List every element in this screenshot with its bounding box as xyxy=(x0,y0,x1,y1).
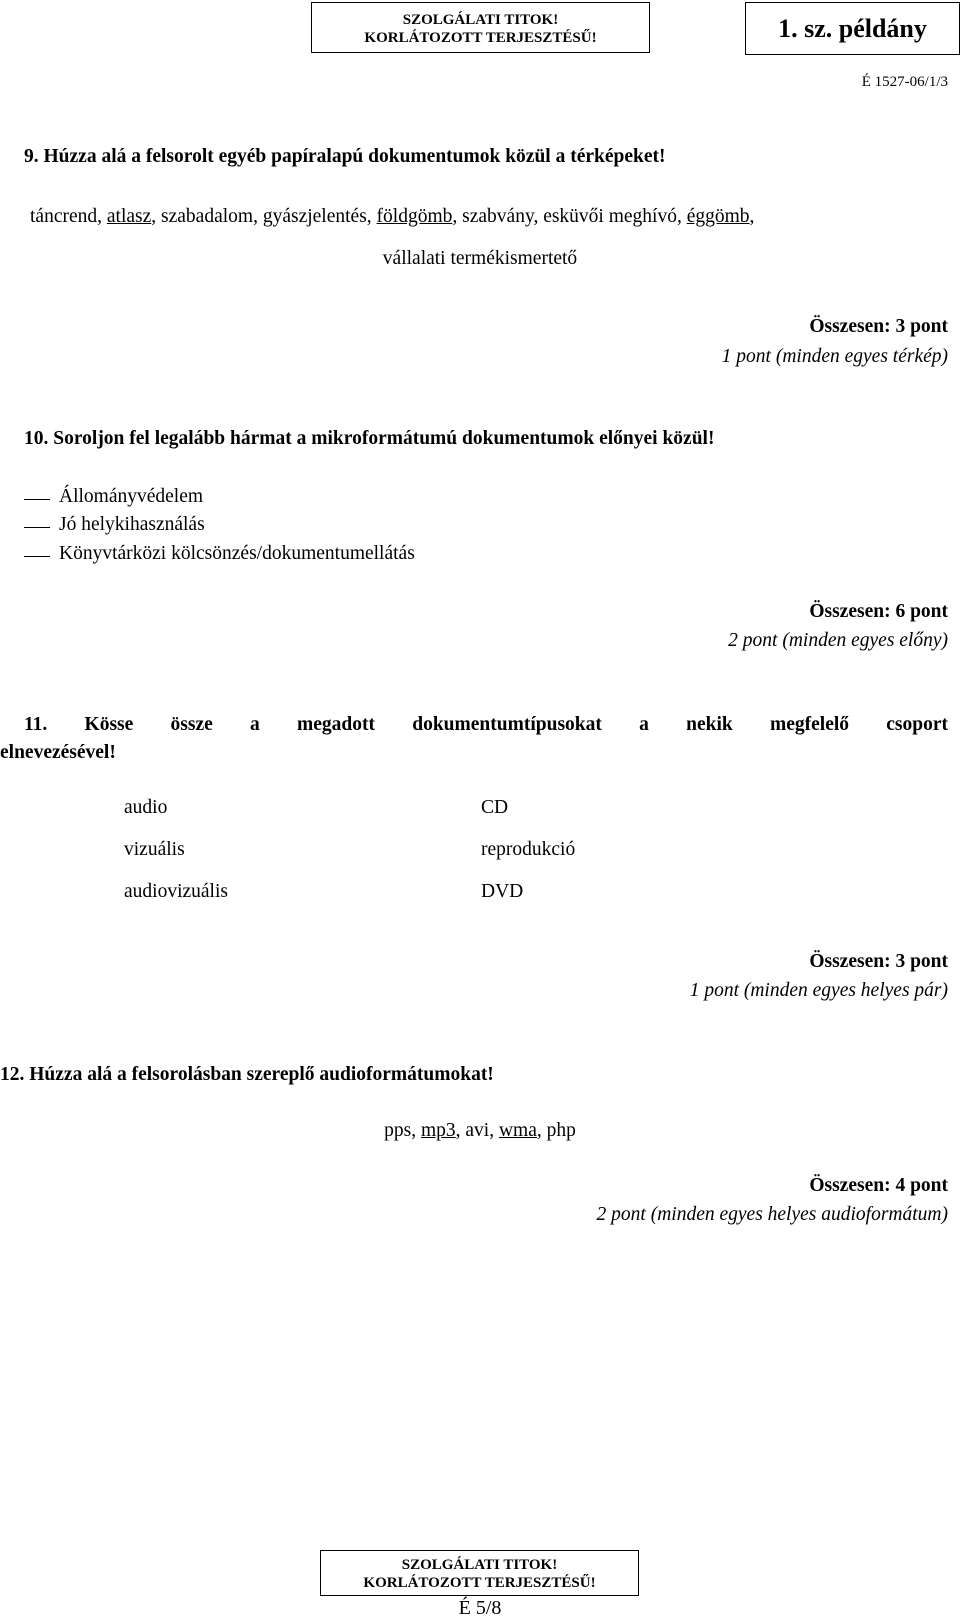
document-id: É 1527-06/1/3 xyxy=(861,74,948,90)
q9-items-line1: táncrend, atlasz, szabadalom, gyászjelentés, földgömb, szabvány, esküvői meghívó, éggömb, xyxy=(30,206,755,227)
q9-total: Összesen: 3 pont xyxy=(809,316,948,337)
classification-box-top xyxy=(311,2,650,53)
classification-line1: SZOLGÁLATI TITOK! xyxy=(402,12,559,28)
q9-item: szabvány xyxy=(462,206,534,227)
q9-item: táncrend xyxy=(30,206,98,227)
q12-item: php xyxy=(546,1120,576,1141)
q9-item-underlined: éggömb xyxy=(686,206,750,227)
dash-bullet xyxy=(24,499,50,500)
classification-line2: KORLÁTOZOTT TERJESZTÉSŰ! xyxy=(364,30,597,46)
q10-answer: Jó helykihasználás xyxy=(59,514,205,535)
q12-total: Összesen: 4 pont xyxy=(809,1175,948,1196)
q11-left-item: audiovizuális xyxy=(124,881,228,902)
q9-scoring: 1 pont (minden egyes térkép) xyxy=(721,346,948,367)
q11-total: Összesen: 3 pont xyxy=(809,951,948,972)
q11-right-item: reprodukció xyxy=(481,839,576,860)
q11-right-item: CD xyxy=(481,797,509,818)
q10-answer: Könyvtárközi kölcsönzés/dokumentumellátás xyxy=(59,543,415,564)
q12-items: pps, mp3, avi, wma, php xyxy=(384,1120,576,1141)
q10-scoring: 2 pont (minden egyes előny) xyxy=(728,630,948,651)
q9-item-underlined: földgömb xyxy=(376,206,453,227)
q9-item-underlined: atlasz xyxy=(106,206,152,227)
dash-bullet xyxy=(24,556,50,557)
q11-right-item: DVD xyxy=(481,881,524,902)
q11-left-item: audio xyxy=(124,797,168,818)
q12-item: pps xyxy=(384,1120,412,1141)
q10-answer: Állományvédelem xyxy=(59,486,204,507)
classification-line1: SZOLGÁLATI TITOK! xyxy=(401,1557,558,1573)
q11-left-item: vizuális xyxy=(124,839,185,860)
q12-item: avi xyxy=(465,1120,490,1141)
q10-question: 10. Soroljon fel legalább hármat a mikroformátumú dokumentumok előnyei közül! xyxy=(24,428,715,449)
q12-question: 12. Húzza alá a felsorolásban szereplő audioformátumokat! xyxy=(0,1064,494,1085)
q10-total: Összesen: 6 pont xyxy=(809,601,948,622)
classification-line2: KORLÁTOZOTT TERJESZTÉSŰ! xyxy=(363,1575,596,1591)
q9-item: vállalati termékismertető xyxy=(382,248,578,269)
copy-number-box: 1. sz. példány xyxy=(745,2,960,55)
q9-item: esküvői meghívó xyxy=(543,206,677,227)
q12-scoring: 2 pont (minden egyes helyes audioformátum) xyxy=(596,1204,948,1225)
page-number: É 5/8 xyxy=(458,1597,502,1619)
q12-item-underlined: mp3 xyxy=(420,1120,456,1141)
q11-question-line1: 11. Kösse össze a megadott dokumentumtípusokat a nekik megfelelő csoport xyxy=(24,714,948,735)
q9-question: 9. Húzza alá a felsorolt egyéb papíralapú dokumentumok közül a térképeket! xyxy=(24,146,666,167)
q11-scoring: 1 pont (minden egyes helyes pár) xyxy=(689,980,948,1001)
q12-item-underlined: wma xyxy=(498,1120,537,1141)
dash-bullet xyxy=(24,527,50,528)
q9-item: szabadalom xyxy=(161,206,254,227)
q9-items-line2 xyxy=(0,248,960,270)
classification-box-bottom xyxy=(320,1550,639,1596)
q9-item: gyászjelentés xyxy=(262,206,367,227)
q11-question-line2: elnevezésével! xyxy=(0,742,116,763)
